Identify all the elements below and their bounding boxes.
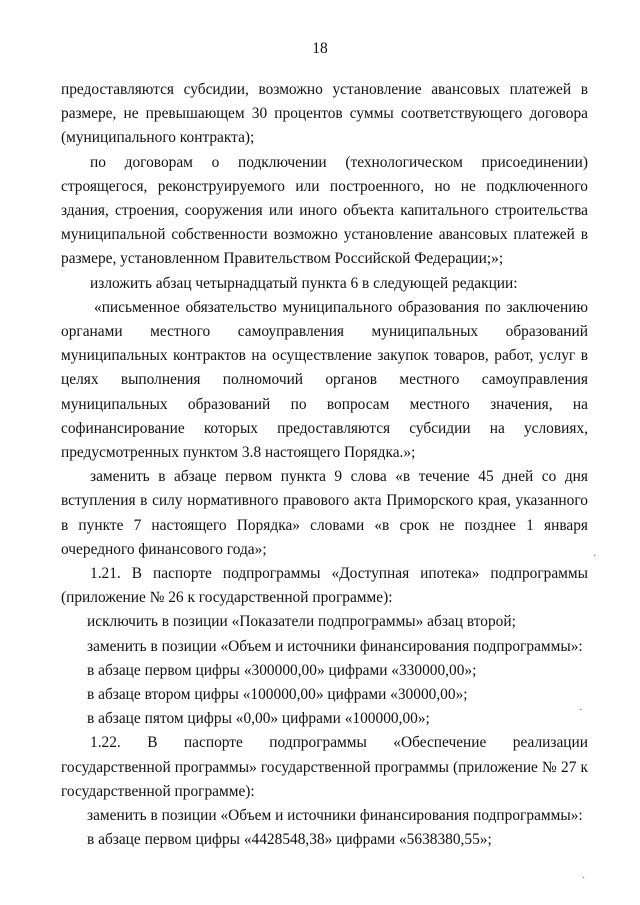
- scan-speck: ·: [582, 873, 586, 884]
- paragraph-first-abzac-2: в абзаце первом цифры «4428548,38» цифрами «5638380,55»;: [87, 831, 492, 849]
- paragraph-exclude-indicators: исключить в позиции «Показатели подпрограммы» абзац второй;: [87, 613, 516, 631]
- document-body: [61, 78, 588, 853]
- scan-speck: ·: [593, 551, 597, 562]
- page-number: 18: [312, 40, 328, 57]
- paragraph-second-abzac: в абзаце втором цифры «100000,00» цифрами «30000,00»;: [87, 686, 468, 704]
- paragraph-section-1-22: 1.22. В паспорте подпрограммы «Обеспечение реализации государственной программы» государственной программы (приложение № 27 к государственной программе):: [61, 734, 588, 800]
- paragraph-replace-financing-2: заменить в позиции «Объем и источники финансирования подпрограммы»:: [87, 807, 583, 825]
- paragraph-first-abzac: в абзаце первом цифры «300000,00» цифрами «330000,00»;: [87, 661, 477, 679]
- scan-speck: ·: [579, 705, 583, 716]
- paragraph-replace-point-9: заменить в абзаце первом пункта 9 слова «в течение 45 дней со дня вступления в силу нормативного правового акта Приморского края, указанного в пункте 7 настоящего Порядка» словами «в срок не позднее 1 января очередного финансового года»;: [61, 468, 588, 558]
- paragraph-replace-financing-1: заменить в позиции «Объем и источники финансирования подпрограммы»:: [87, 637, 583, 655]
- paragraph-written-obligation: «письменное обязательство муниципального образования по заключению органами местного самоуправления муниципальных образований муниципальных контрактов на осуществление закупок товаров, работ, услуг в целях выполнения полномочий органов местного самоуправления муниципальных образований по вопросам местного значения, на софинансирование которых предоставляются субсидии на условиях, предусмотренных пунктом 3.8 настоящего Порядка.»;: [61, 298, 588, 462]
- paragraph-connection-contracts: по договорам о подключении (технологическом присоединении) строящегося, реконструируемого или построенного, но не подключенного здания, строения, сооружения или иного объекта капитального строительства муниципальной собственности возможно установление авансовых платежей в размере, установленном Правительством Российской Федерации;»;: [61, 153, 588, 268]
- paragraph-amend-point-6: изложить абзац четырнадцатый пункта 6 в следующей редакции:: [90, 274, 518, 292]
- paragraph-subsidies-advance: предоставляются субсидии, возможно установление авансовых платежей в размере, не превышающем 30 процентов суммы соответствующего договора (муниципального контракта);: [61, 81, 588, 147]
- paragraph-section-1-21: 1.21. В паспорте подпрограммы «Доступная ипотека» подпрограммы (приложение № 26 к государственной программе):: [61, 565, 588, 607]
- paragraph-fifth-abzac: в абзаце пятом цифры «0,00» цифрами «100000,00»;: [87, 710, 430, 728]
